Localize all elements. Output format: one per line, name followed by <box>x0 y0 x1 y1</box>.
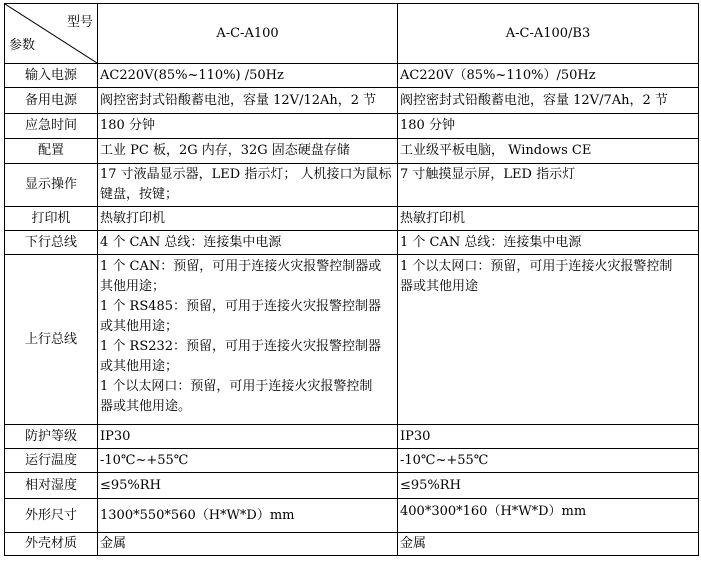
value-a100: 1300*550*560（H*W*D）mm <box>98 499 398 533</box>
uplink-line: 其他用途； <box>100 279 166 294</box>
value-a100: ≤95%RH <box>98 473 398 499</box>
value-a100-b3: 阀控密封式铅酸蓄电池，容量 12V/7Ah，2 节 <box>398 88 699 114</box>
row-protection-level <box>5 425 699 449</box>
value-a100: 热敏打印机 <box>98 207 398 231</box>
value-a100-b3 <box>398 255 699 425</box>
value-a100-b3: 工业级平板电脑， Windows CE <box>398 139 699 164</box>
row-label: 防护等级 <box>5 425 98 449</box>
row-label: 显示操作 <box>5 164 98 207</box>
value-a100: 180 分钟 <box>98 114 398 139</box>
value-a100: AC220V(85%~110%) /50Hz <box>98 64 398 88</box>
row-input-power <box>5 64 699 88</box>
uplink-line: 1 个 RS232：预留，可用于连接火灾报警控制器 <box>100 339 382 354</box>
row-display-operation <box>5 164 699 207</box>
row-configuration <box>5 139 699 164</box>
corner-param-label: 参数 <box>9 38 36 53</box>
value-a100-b3: 180 分钟 <box>398 114 699 139</box>
row-label: 运行温度 <box>5 449 98 473</box>
value-a100: 阀控密封式铅酸蓄电池，容量 12V/12Ah，2 节 <box>98 88 398 114</box>
uplink-line: 1 个 CAN：预留，可用于连接火灾报警控制器或 <box>100 259 382 274</box>
corner-cell <box>5 4 98 64</box>
value-a100-b3: 7 寸触摸显示屏，LED 指示灯 <box>398 164 699 207</box>
row-label: 配置 <box>5 139 98 164</box>
value-a100: 金属 <box>98 533 398 556</box>
row-label: 外壳材质 <box>5 533 98 556</box>
corner-model-label: 型号 <box>66 15 93 30</box>
model-header-a100-b3: A-C-A100/B3 <box>398 4 699 64</box>
uplink-line: 或其他用途； <box>100 319 179 334</box>
row-label: 外形尺寸 <box>5 499 98 533</box>
row-emergency-time <box>5 114 699 139</box>
header-row <box>5 4 699 64</box>
spec-table <box>4 3 699 556</box>
uplink-line: 1 个以太网口：预留，可用于连接火灾报警控制 <box>100 379 373 394</box>
value-a100-b3: IP30 <box>398 425 699 449</box>
value-a100: -10℃~+55℃ <box>98 449 398 473</box>
value-a100-b3: 400*300*160（H*W*D）mm <box>398 499 699 533</box>
value-a100-b3: 1 个 CAN 总线：连接集中电源 <box>398 231 699 255</box>
value-a100-b3: AC220V（85%~110%）/50Hz <box>398 64 699 88</box>
row-uplink-bus <box>5 255 699 425</box>
value-a100: 4 个 CAN 总线：连接集中电源 <box>98 231 398 255</box>
row-relative-humidity <box>5 473 699 499</box>
model-header-a100: A-C-A100 <box>98 4 398 64</box>
value-a100-b3: 金属 <box>398 533 699 556</box>
row-dimensions <box>5 499 699 533</box>
value-a100: 17 寸液晶显示器，LED 指示灯； 人机接口为鼠标键盘，按键； <box>98 164 398 207</box>
uplink-line: 器或其他用途 <box>400 279 479 294</box>
row-label: 输入电源 <box>5 64 98 88</box>
row-label: 备用电源 <box>5 88 98 114</box>
uplink-line: 1 个 RS485：预留，可用于连接火灾报警控制器 <box>100 299 382 314</box>
row-label: 下行总线 <box>5 231 98 255</box>
row-operating-temperature <box>5 449 699 473</box>
row-label: 应急时间 <box>5 114 98 139</box>
value-a100: IP30 <box>98 425 398 449</box>
value-a100-b3: ≤95%RH <box>398 473 699 499</box>
value-a100 <box>98 255 398 425</box>
row-downlink-bus <box>5 231 699 255</box>
row-backup-power <box>5 88 699 114</box>
uplink-line: 器或其他用途。 <box>100 399 192 414</box>
uplink-line: 或其他用途； <box>100 359 179 374</box>
row-label: 相对湿度 <box>5 473 98 499</box>
uplink-line: 1 个以太网口：预留，可用于连接火灾报警控制 <box>400 259 673 274</box>
row-printer <box>5 207 699 231</box>
row-label: 打印机 <box>5 207 98 231</box>
value-a100: 工业 PC 板，2G 内存，32G 固态硬盘存储 <box>98 139 398 164</box>
row-label: 上行总线 <box>5 255 98 425</box>
value-a100-b3: 热敏打印机 <box>398 207 699 231</box>
value-a100-b3: -10℃~+55℃ <box>398 449 699 473</box>
row-housing-material <box>5 533 699 556</box>
